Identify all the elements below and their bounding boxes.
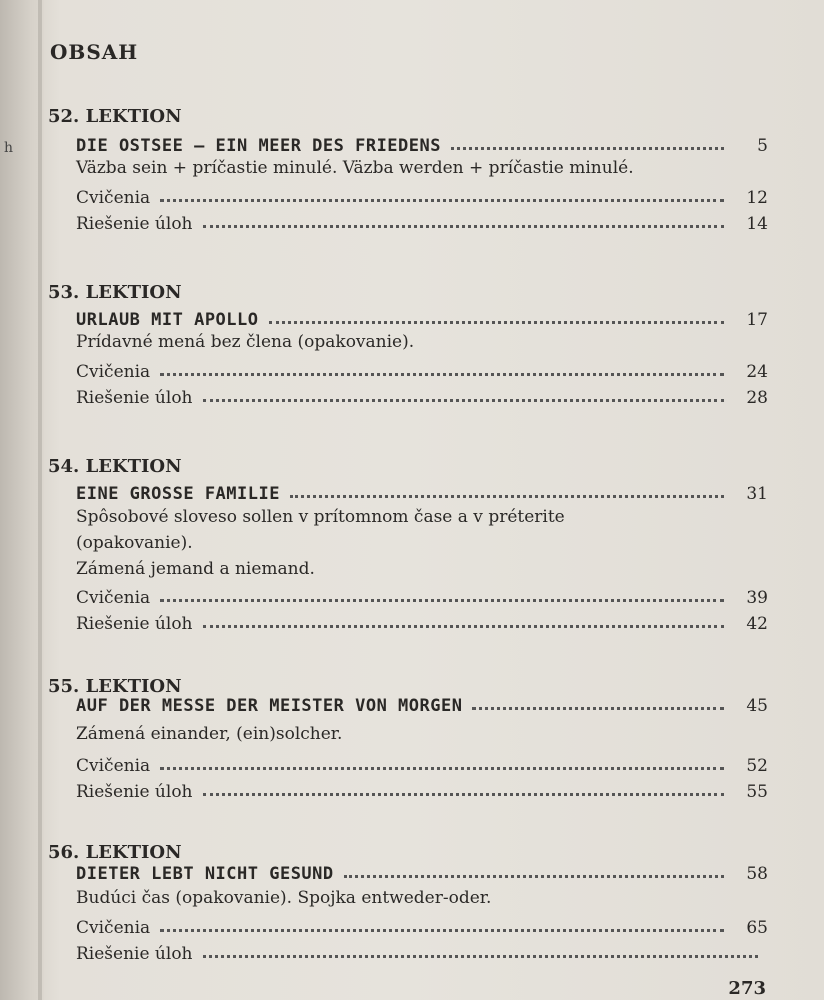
grammar-note: Prídavné mená bez člena (opakovanie). [76,332,415,352]
leader-dots [451,146,724,150]
exercises-row [76,184,768,208]
page-number: 45 [746,696,768,716]
solutions-row [76,210,768,234]
page-number: 17 [746,310,768,330]
exercises-row [76,914,768,938]
lesson-title: DIE OSTSEE — EIN MEER DES FRIEDENS [76,136,441,156]
leader-dots [160,198,724,202]
lesson-number: 56. LEKTION [48,842,182,863]
leader-dots [203,954,758,958]
lesson-title-row [76,480,768,504]
exercises-label: Cvičenia [76,188,151,208]
grammar-note: Zámená einander, (ein)solcher. [76,724,343,744]
solutions-row [76,778,768,802]
page-number: 58 [746,864,768,884]
leader-dots [160,598,724,602]
grammar-note: Väzba sein + príčastie minulé. Väzba werden + príčastie minulé. [76,158,634,178]
page-number: 28 [746,388,768,408]
page-folio: 273 [728,978,766,999]
leader-dots [203,398,724,402]
page-number: 24 [746,362,768,382]
leader-dots [160,372,724,376]
grammar-note: Zámená jemand a niemand. [76,559,315,579]
leader-dots [203,624,724,628]
solutions-row [76,384,768,408]
leader-dots [344,874,724,878]
page-number: 52 [746,756,768,776]
leader-dots [160,766,724,770]
lesson-number: 52. LEKTION [48,106,182,127]
lesson-number: 55. LEKTION [48,676,182,697]
lesson-title-row [76,132,768,156]
solutions-label: Riešenie úloh [76,388,193,408]
page-number: 31 [746,484,768,504]
lesson-title: DIETER LEBT NICHT GESUND [76,864,334,884]
leader-dots [203,224,724,228]
leader-dots [472,706,724,710]
page-number: 5 [757,136,768,156]
lesson-title-row [76,692,768,716]
grammar-note: (opakovanie). [76,533,193,553]
exercises-label: Cvičenia [76,588,151,608]
margin-character: h [4,140,14,156]
solutions-row [76,940,768,964]
exercises-row [76,358,768,382]
page-number: 39 [746,588,768,608]
exercises-label: Cvičenia [76,918,151,938]
page-number: 14 [746,214,768,234]
exercises-label: Cvičenia [76,362,151,382]
lesson-title: EINE GROSSE FAMILIE [76,484,280,504]
leader-dots [269,320,725,324]
page-number: 65 [746,918,768,938]
page-number: 55 [746,782,768,802]
lesson-title-row [76,860,768,884]
exercises-row [76,752,768,776]
lesson-title-row [76,306,768,330]
page-number: 12 [746,188,768,208]
lesson-number: 53. LEKTION [48,282,182,303]
solutions-label: Riešenie úloh [76,214,193,234]
lesson-number: 54. LEKTION [48,456,182,477]
grammar-note: Budúci čas (opakovanie). Spojka entweder-oder. [76,888,492,908]
leader-dots [290,494,724,498]
exercises-label: Cvičenia [76,756,151,776]
page-edge [38,0,42,1000]
lesson-title: URLAUB MIT APOLLO [76,310,259,330]
leader-dots [160,928,724,932]
leader-dots [203,792,724,796]
solutions-label: Riešenie úloh [76,614,193,634]
page-heading: OBSAH [50,40,139,64]
lesson-title: AUF DER MESSE DER MEISTER VON MORGEN [76,696,463,716]
exercises-row [76,584,768,608]
solutions-label: Riešenie úloh [76,782,193,802]
page-number: 42 [746,614,768,634]
solutions-label: Riešenie úloh [76,944,193,964]
solutions-row [76,610,768,634]
grammar-note: Spôsobové sloveso sollen v prítomnom čase a v préterite [76,507,565,527]
